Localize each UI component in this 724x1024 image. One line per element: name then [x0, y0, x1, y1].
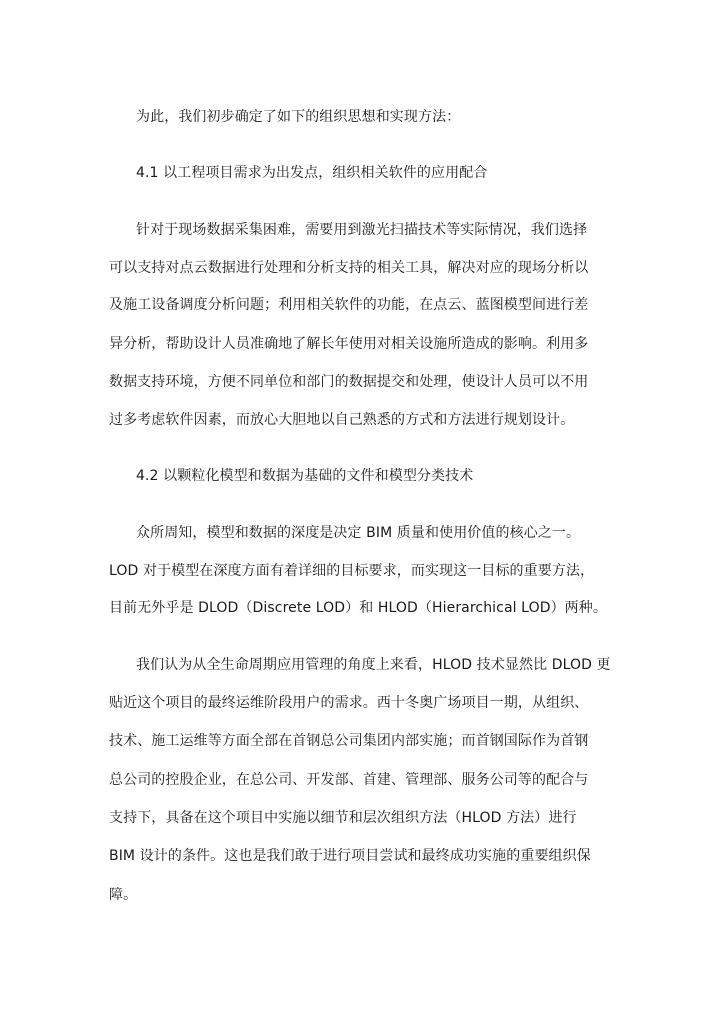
section-4-2-p2-line: 支持下，具备在这个项目中实施以细节和层次组织方法（HLOD 方法）进行 [109, 810, 577, 826]
section-4-1-heading: 4.1 以工程项目需求为出发点，组织相关软件的应用配合 [136, 165, 488, 181]
section-4-2-p2-line: 障。 [109, 887, 138, 903]
section-4-1-line: 异分析，帮助设计人员准确地了解长年使用对相关设施所造成的影响。利用多 [109, 336, 589, 352]
section-4-2-p1-line: 众所周知，模型和数据的深度是决定 BIM 质量和使用价值的核心之一。 [136, 525, 581, 541]
section-4-2-p2-line: 总公司的控股企业，在总公司、开发部、首建、管理部、服务公司等的配合与 [109, 772, 589, 788]
section-4-2-p1-line: LOD 对于模型在深度方面有着详细的目标要求，而实现这一目标的重要方法， [109, 563, 595, 579]
section-4-1-line: 可以支持对点云数据进行处理和分析支持的相关工具，解决对应的现场分析以 [109, 260, 589, 276]
section-4-1-line: 数据支持环境，方便不同单位和部门的数据提交和处理，使设计人员可以不用 [109, 374, 589, 390]
section-4-2-p2-line: 技术、施工运维等方面全部在首钢总公司集团内部实施；而首钢国际作为首钢 [109, 733, 589, 749]
section-4-2-p2-line: 我们认为从全生命周期应用管理的角度上来看，HLOD 技术显然比 DLOD 更 [136, 657, 611, 673]
section-4-1-line: 针对于现场数据采集困难，需要用到激光扫描技术等实际情况，我们选择 [136, 222, 588, 238]
section-4-1-line: 过多考虑软件因素，而放心大胆地以自己熟悉的方式和方法进行规划设计。 [109, 412, 575, 428]
intro-text: 为此，我们初步确定了如下的组织思想和实现方法： [136, 109, 461, 125]
section-4-2-heading: 4.2 以颗粒化模型和数据为基础的文件和模型分类技术 [136, 468, 474, 484]
section-4-2-p2-line: 贴近这个项目的最终运维阶段用户的需求。西十冬奥广场项目一期，从组织、 [109, 695, 589, 711]
section-4-2-p1-line: 目前无外乎是 DLOD（Discrete LOD）和 HLOD（Hierarchical LOD）两种。 [109, 600, 607, 616]
section-4-2-p2-line: BIM 设计的条件。这也是我们敢于进行项目尝试和最终成功实施的重要组织保 [109, 848, 591, 864]
section-4-1-line: 及施工设备调度分析问题；利用相关软件的功能，在点云、蓝图模型间进行差 [109, 297, 589, 313]
